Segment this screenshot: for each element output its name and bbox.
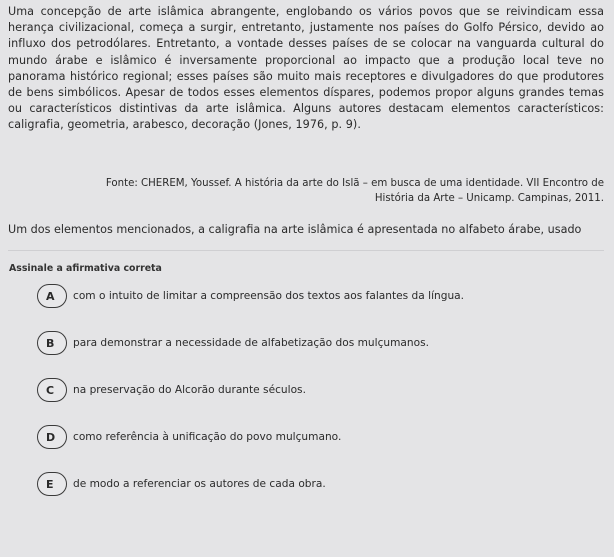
option-b[interactable]: [8, 331, 604, 355]
option-a-letter[interactable]: A: [37, 284, 67, 308]
option-a-text[interactable]: com o intuito de limitar a compreensão dos textos aos falantes da língua.: [73, 290, 465, 302]
option-d-text[interactable]: como referência à unificação do povo mulçumano.: [73, 431, 342, 443]
option-c-letter[interactable]: C: [37, 378, 67, 402]
option-d-letter[interactable]: D: [37, 425, 67, 449]
option-a[interactable]: [8, 284, 604, 308]
option-d[interactable]: [8, 425, 604, 449]
passage-text: Uma concepção de arte islâmica abrangente, englobando os vários povos que se reivindicam essa herança civilizacional, começa a surgir, entretanto, justamente nos países do Golfo Pérsico, devido ao influxo dos petrodólares. Entretanto, a vontade desses países de se colocar na vanguarda cultural do mundo árabe e islâmico é inversamente proporcional ao impacto que a produção local teve no panorama histórico regional; esses países são muito mais receptores e divulgadores do que produtores de bens simbólicos. Apesar de todos esses elementos díspares, podemos propor alguns grandes temas ou característicos distintivas da arte islâmica. Alguns autores destacam elementos característicos: caligrafia, geometria, arabesco, decoração (Jones, 1976, p. 9).: [8, 5, 604, 132]
option-b-text[interactable]: para demonstrar a necessidade de alfabetização dos mulçumanos.: [73, 337, 429, 349]
option-b-letter[interactable]: B: [37, 331, 67, 355]
divider: [8, 250, 604, 251]
source-line-1: Fonte: CHEREM, Youssef. A história da arte do Islã – em busca de uma identidade. VII Encontro de: [105, 178, 604, 189]
source-line-2: História da Arte – Unicamp. Campinas, 2011.: [374, 193, 604, 204]
source-citation: [8, 176, 604, 206]
option-e-letter[interactable]: E: [37, 472, 67, 496]
option-e[interactable]: [8, 472, 604, 496]
option-c-text[interactable]: na preservação do Alcorão durante séculos.: [73, 384, 306, 396]
question-stem: Um dos elementos mencionados, a caligrafia na arte islâmica é apresentada no alfabeto árabe, usado: [8, 223, 582, 236]
options-list: [8, 284, 604, 496]
option-e-text[interactable]: de modo a referenciar os autores de cada obra.: [73, 478, 326, 490]
option-c[interactable]: [8, 378, 604, 402]
instruction-label: Assinale a afirmativa correta: [9, 263, 162, 274]
